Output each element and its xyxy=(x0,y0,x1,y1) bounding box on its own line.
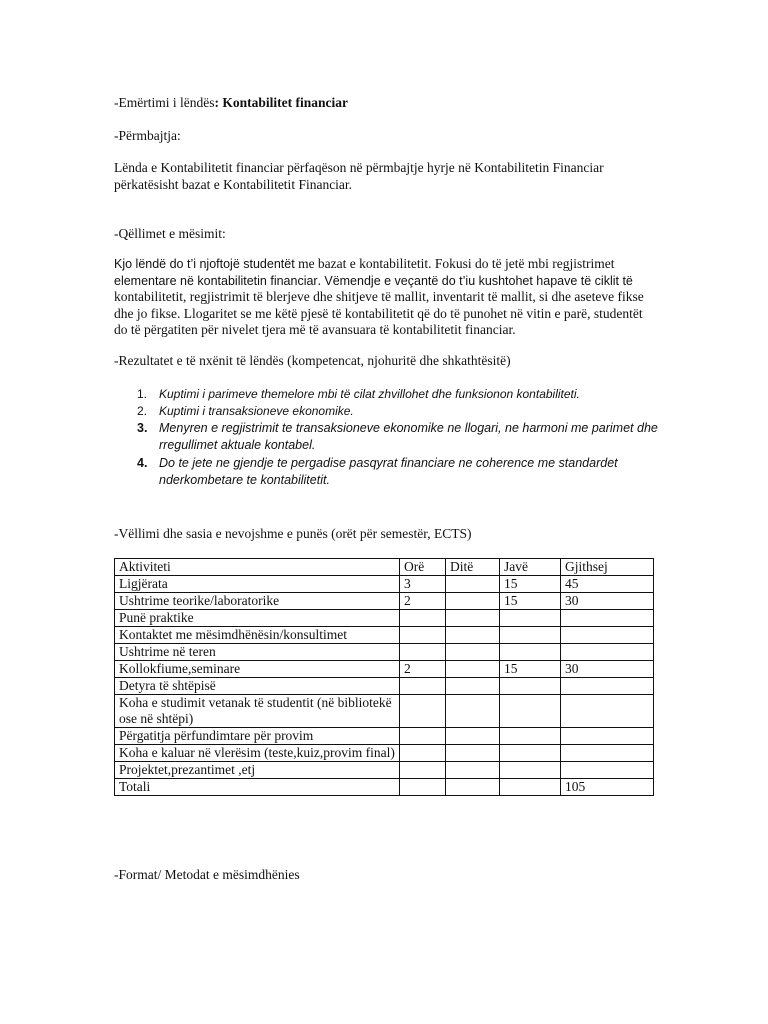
table-value-cell xyxy=(400,695,446,728)
table-value-cell: 15 xyxy=(500,576,561,593)
objectives-heading: -Qëllimet e mësimit: xyxy=(114,226,226,241)
table-value-cell xyxy=(500,728,561,745)
table-value-cell xyxy=(561,610,654,627)
table-activity-cell: Kontaktet me mësimdhënësin/konsultimet xyxy=(115,627,400,644)
table-row xyxy=(115,644,654,661)
table-value-cell xyxy=(500,779,561,796)
table-row xyxy=(115,779,654,796)
table-value-cell xyxy=(446,762,500,779)
table-value-cell xyxy=(400,644,446,661)
table-value-cell xyxy=(446,593,500,610)
content-heading: -Përmbajtja: xyxy=(114,128,181,143)
table-value-cell: 2 xyxy=(400,661,446,678)
methods-heading: -Format/ Metodat e mësimdhënies xyxy=(114,867,300,882)
table-value-cell: 15 xyxy=(500,661,561,678)
objectives-text xyxy=(114,256,659,339)
table-value-cell xyxy=(446,678,500,695)
table-value-cell xyxy=(400,678,446,695)
outcome-text: Kuptimi i transaksioneve ekonomike. xyxy=(159,404,354,418)
course-name-line xyxy=(114,94,348,111)
table-row xyxy=(115,762,654,779)
table-activity-cell: Projektet,prezantimet ,etj xyxy=(115,762,400,779)
table-value-cell xyxy=(400,762,446,779)
table-value-cell xyxy=(446,644,500,661)
table-header-cell: Orë xyxy=(400,559,446,576)
table-value-cell: 30 xyxy=(561,661,654,678)
table-row xyxy=(115,627,654,644)
table-row xyxy=(115,728,654,745)
table-value-cell xyxy=(561,678,654,695)
workload-heading: -Vëllimi dhe sasia e nevojshme e punës (orët për semestër, ECTS) xyxy=(114,526,472,541)
table-value-cell: 30 xyxy=(561,593,654,610)
outcome-number: 4. xyxy=(137,456,148,470)
table-value-cell xyxy=(446,695,500,728)
table-value-cell xyxy=(446,661,500,678)
table-value-cell xyxy=(400,610,446,627)
table-value-cell xyxy=(561,644,654,661)
table-value-cell xyxy=(400,627,446,644)
table-value-cell: 15 xyxy=(500,593,561,610)
table-activity-cell: Totali xyxy=(115,779,400,796)
table-value-cell: 3 xyxy=(400,576,446,593)
table-header-cell: Ditë xyxy=(446,559,500,576)
table-header-cell: Aktiviteti xyxy=(115,559,400,576)
table-row xyxy=(115,661,654,678)
table-value-cell xyxy=(500,678,561,695)
table-row xyxy=(115,576,654,593)
table-row xyxy=(115,678,654,695)
table-value-cell xyxy=(561,695,654,728)
table-value-cell xyxy=(400,779,446,796)
content-text: Lënda e Kontabilitetit financiar përfaqëson në përmbajtje hyrje në Kontabilitetin Financiar përkatësisht bazat e Kontabilitetit Financiar. xyxy=(114,160,604,192)
table-header-cell: Gjithsej xyxy=(561,559,654,576)
table-value-cell xyxy=(561,762,654,779)
table-value-cell: 45 xyxy=(561,576,654,593)
objectives-segment: Vëmendje e veçantë do t’iu kushtohet hapave të ciklit të xyxy=(324,273,633,288)
table-value-cell xyxy=(561,745,654,762)
outcome-item xyxy=(137,386,699,403)
outcome-item xyxy=(137,420,699,454)
table-activity-cell: Ligjërata xyxy=(115,576,400,593)
table-activity-cell: Ushtrime në teren xyxy=(115,644,400,661)
table-value-cell: 105 xyxy=(561,779,654,796)
table-value-cell xyxy=(500,745,561,762)
table-value-cell xyxy=(446,576,500,593)
objectives-segment: elementare në kontabilitetin financiar xyxy=(114,273,318,288)
table-value-cell xyxy=(500,644,561,661)
table-row xyxy=(115,695,654,728)
outcome-number: 2. xyxy=(137,404,148,418)
objectives-segment: me bazat e kontabilitetit. Fokusi do të jetë mbi regjistrimet xyxy=(294,256,615,271)
outcome-text: Menyren e regjistrimit te transaksioneve ekonomike ne llogari, ne harmoni me parimet dhe rregullimet aktuale kontabel. xyxy=(159,421,658,452)
table-activity-cell: Kollokfiume,seminare xyxy=(115,661,400,678)
table-value-cell xyxy=(446,610,500,627)
table-row xyxy=(115,745,654,762)
table-activity-cell: Përgatitja përfundimtare për provim xyxy=(115,728,400,745)
table-value-cell xyxy=(500,610,561,627)
table-value-cell: 2 xyxy=(400,593,446,610)
course-name-label: -Emërtimi i lëndës xyxy=(114,95,215,110)
table-activity-cell: Punë praktike xyxy=(115,610,400,627)
table-value-cell xyxy=(446,779,500,796)
table-row xyxy=(115,610,654,627)
course-name-value: : Kontabilitet financiar xyxy=(214,95,348,110)
table-value-cell xyxy=(500,695,561,728)
objectives-segment: Kjo lëndë do t’i njoftojë studentët xyxy=(114,257,295,271)
table-value-cell xyxy=(500,762,561,779)
objectives-segment: kontabilitetit, regjistrimit të blerjeve dhe shitjeve të mallit, inventarit të mallit, si dhe aseteve fikse dhe jo fikse. Llogaritet se me këtë pjesë të kontabilitetit që do të punohet në vitin e parë, studentët do të përgatiten për nivelet tjera më të avansuara të kontabilitetit financiar. xyxy=(114,289,644,337)
table-value-cell xyxy=(500,627,561,644)
outcome-text: Kuptimi i parimeve themelore mbi të cilat zhvillohet dhe funksionon kontabiliteti. xyxy=(159,387,580,401)
outcome-item xyxy=(137,403,699,420)
table-activity-cell: Ushtrime teorike/laboratorike xyxy=(115,593,400,610)
table-activity-cell: Detyra të shtëpisë xyxy=(115,678,400,695)
outcome-item xyxy=(137,455,699,489)
table-value-cell xyxy=(446,627,500,644)
table-row xyxy=(115,593,654,610)
workload-table xyxy=(114,558,654,796)
table-value-cell xyxy=(400,728,446,745)
table-value-cell xyxy=(400,745,446,762)
learning-outcomes-heading: -Rezultatet e të nxënit të lëndës (kompetencat, njohuritë dhe shkathtësitë) xyxy=(114,353,511,368)
table-value-cell xyxy=(561,728,654,745)
table-value-cell xyxy=(561,627,654,644)
outcome-number: 3. xyxy=(137,421,148,435)
outcome-number: 1. xyxy=(137,387,148,401)
table-value-cell xyxy=(446,728,500,745)
table-header-row xyxy=(115,559,654,576)
objectives-segment: . xyxy=(317,272,325,288)
table-activity-cell: Koha e kaluar në vlerësim (teste,kuiz,provim final) xyxy=(115,745,400,762)
table-header-cell: Javë xyxy=(500,559,561,576)
outcome-text: Do te jete ne gjendje te pergadise pasqyrat financiare ne coherence me standardet nderkombetare te kontabilitetit. xyxy=(159,456,618,487)
learning-outcomes-list xyxy=(114,386,699,489)
table-value-cell xyxy=(446,745,500,762)
table-activity-cell: Koha e studimit vetanak të studentit (në bibliotekë ose në shtëpi) xyxy=(115,695,400,728)
